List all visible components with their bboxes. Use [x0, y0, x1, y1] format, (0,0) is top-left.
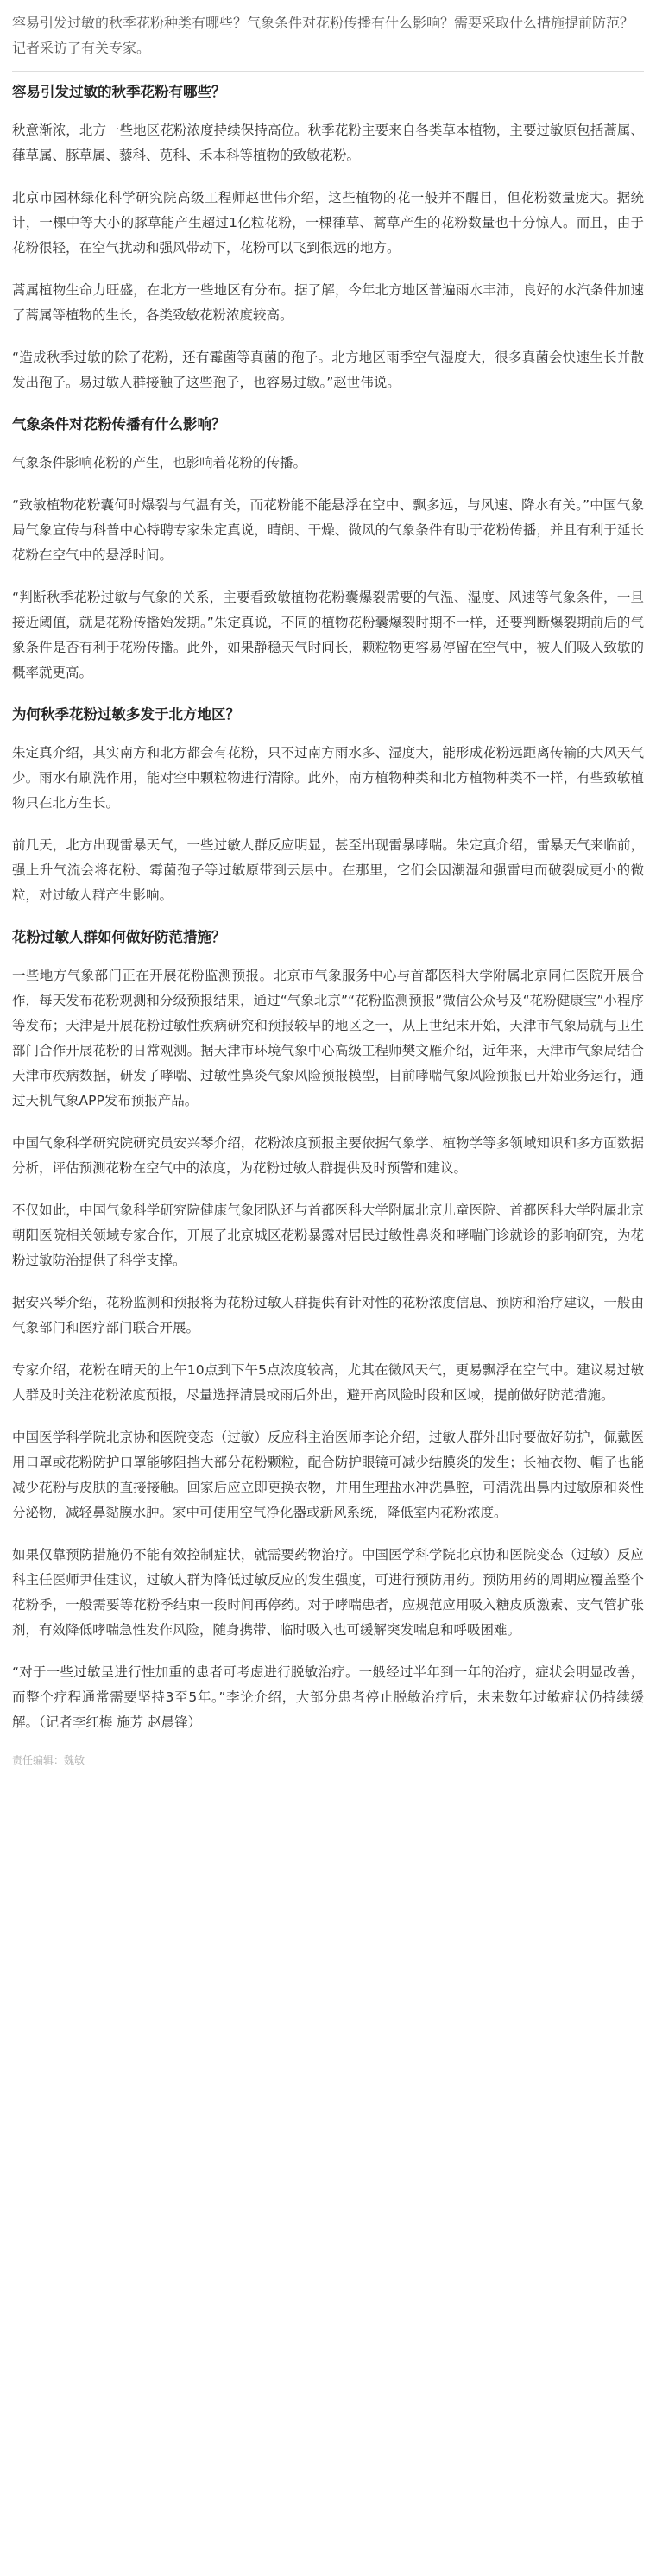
- paragraph: 一些地方气象部门正在开展花粉监测预报。北京市气象服务中心与首都医科大学附属北京同仁医院开展合作，每天发布花粉观测和分级预报结果，通过“气象北京”“花粉监测预报”微信公众号及“花粉健康宝”小程序等发布；天津是开展花粉过敏性疾病研究和预报较早的地区之一，从上世纪末开始，天津市气象局就与卫生部门合作开展花粉的日常观测。据天津市环境气象中心高级工程师樊文雁介绍，近年来，天津市气象局结合天津市疾病数据，研发了哮喘、过敏性鼻炎气象风险预报模型，目前哮喘气象风险预报已开始业务运行，通过天机气象APP发布预报产品。: [12, 968, 644, 1108]
- paragraph: 前几天，北方出现雷暴天气，一些过敏人群反应明显，甚至出现雷暴哮喘。朱定真介绍，雷暴天气来临前，强上升气流会将花粉、霉菌孢子等过敏原带到云层中。在那里，它们会因潮湿和强雷电而破裂成更小的微粒，对过敏人群产生影响。: [12, 837, 644, 903]
- paragraph: 中国医学科学院北京协和医院变态（过敏）反应科主治医师李论介绍，过敏人群外出时要做好防护，佩戴医用口罩或花粉防护口罩能够阻挡大部分花粉颗粒，配合防护眼镜可减少结膜炎的发生；长袖衣物、帽子也能减少花粉与皮肤的直接接触。回家后应立即更换衣物，并用生理盐水冲洗鼻腔，可清洗出鼻内过敏原和炎性分泌物，减轻鼻黏膜水肿。家中可使用空气净化器或新风系统，降低室内花粉浓度。: [12, 1430, 644, 1520]
- paragraph: 秋意渐浓，北方一些地区花粉浓度持续保持高位。秋季花粉主要来自各类草本植物，主要过敏原包括蒿属、葎草属、豚草属、藜科、苋科、禾本科等植物的致敏花粉。: [12, 123, 644, 163]
- paragraph: “造成秋季过敏的除了花粉，还有霉菌等真菌的孢子。北方地区雨季空气湿度大，很多真菌会快速生长并散发出孢子。易过敏人群接触了这些孢子，也容易过敏。”赵世伟说。: [12, 350, 644, 390]
- paragraph: 蒿属植物生命力旺盛，在北方一些地区有分布。据了解，今年北方地区普遍雨水丰沛，良好的水汽条件加速了蒿属等植物的生长，各类致敏花粉浓度较高。: [12, 282, 644, 323]
- divider: [12, 71, 644, 72]
- paragraph: “对于一些过敏呈进行性加重的患者可考虑进行脱敏治疗。一般经过半年到一年的治疗，症状会明显改善，而整个疗程通常需要坚持3至5年。”李论介绍，大部分患者停止脱敏治疗后，未来数年过敏症状仍持续缓解。（记者李红梅 施芳 赵晨锋）: [12, 1664, 644, 1730]
- section-heading: 气象条件对花粉传播有什么影响？: [12, 416, 226, 432]
- section-heading: 容易引发过敏的秋季花粉有哪些？: [12, 84, 226, 100]
- paragraph: 北京市园林绿化科学研究院高级工程师赵世伟介绍，这些植物的花一般并不醒目，但花粉数量庞大。据统计，一棵中等大小的豚草能产生超过1亿粒花粉，一棵葎草、蒿草产生的花粉数量也十分惊人。而且，由于花粉很轻，在空气扰动和强风带动下，花粉可以飞到很远的地方。: [12, 190, 644, 256]
- section-heading: 花粉过敏人群如何做好防范措施？: [12, 929, 226, 945]
- paragraph: 朱定真介绍，其实南方和北方都会有花粉，只不过南方雨水多、湿度大，能形成花粉远距离传输的大风天气少。雨水有刷洗作用，能对空中颗粒物进行清除。此外，南方植物种类和北方植物种类不一样，有些致敏植物只在北方生长。: [12, 745, 644, 811]
- paragraph: 据安兴琴介绍，花粉监测和预报将为花粉过敏人群提供有针对性的花粉浓度信息、预防和治疗建议，一般由气象部门和医疗部门联合开展。: [12, 1295, 644, 1335]
- paragraph: 如果仅靠预防措施仍不能有效控制症状，就需要药物治疗。中国医学科学院北京协和医院变态（过敏）反应科主任医师尹佳建议，过敏人群为降低过敏反应的发生强度，可进行预防用药。预防用药的周期应覆盖整个花粉季，一般需要等花粉季结束一段时间再停药。对于哮喘患者，应规范应用吸入糖皮质激素、支气管扩张剂，有效降低哮喘急性发作风险，随身携带、临时吸入也可缓解突发喘息和呼吸困难。: [12, 1547, 644, 1638]
- paragraph: 专家介绍，花粉在晴天的上午10点到下午5点浓度较高，尤其在微风天气，更易飘浮在空气中。建议易过敏人群及时关注花粉浓度预报，尽量选择清晨或雨后外出，避开高风险时段和区域，提前做好防范措施。: [12, 1362, 644, 1403]
- article-body: [12, 80, 644, 1735]
- paragraph: “致敏植物花粉囊何时爆裂与气温有关，而花粉能不能悬浮在空中、飘多远，与风速、降水有关。”中国气象局气象宣传与科普中心特聘专家朱定真说，晴朗、干燥、微风的气象条件有助于花粉传播，并且有利于延长花粉在空气中的悬浮时间。: [12, 497, 644, 563]
- section-heading: 为何秋季花粉过敏多发于北方地区？: [12, 706, 240, 723]
- editor-credit: 责任编辑：魏敏: [12, 1754, 85, 1766]
- paragraph: 不仅如此，中国气象科学研究院健康气象团队还与首都医科大学附属北京儿童医院、首都医科大学附属北京朝阳医院相关领域专家合作，开展了北京城区花粉暴露对居民过敏性鼻炎和哮喘门诊就诊的影响研究，为花粉过敏防治提供了科学支撑。: [12, 1203, 644, 1268]
- article-lead: 容易引发过敏的秋季花粉种类有哪些？气象条件对花粉传播有什么影响？需要采取什么措施提前防范？记者采访了有关专家。: [12, 15, 634, 56]
- paragraph: 气象条件影响花粉的产生，也影响着花粉的传播。: [12, 455, 307, 470]
- paragraph: 中国气象科学研究院研究员安兴琴介绍，花粉浓度预报主要依据气象学、植物学等多领域知识和多方面数据分析，评估预测花粉在空气中的浓度，为花粉过敏人群提供及时预警和建议。: [12, 1135, 644, 1176]
- paragraph: “判断秋季花粉过敏与气象的关系，主要看致敏植物花粉囊爆裂需要的气温、湿度、风速等气象条件，一旦接近阈值，就是花粉传播始发期。”朱定真说，不同的植物花粉囊爆裂时期不一样，还要判断爆裂期前后的气象条件是否有利于花粉传播。此外，如果静稳天气时间长，颗粒物更容易停留在空气中，被人们吸入致敏的概率就更高。: [12, 590, 644, 680]
